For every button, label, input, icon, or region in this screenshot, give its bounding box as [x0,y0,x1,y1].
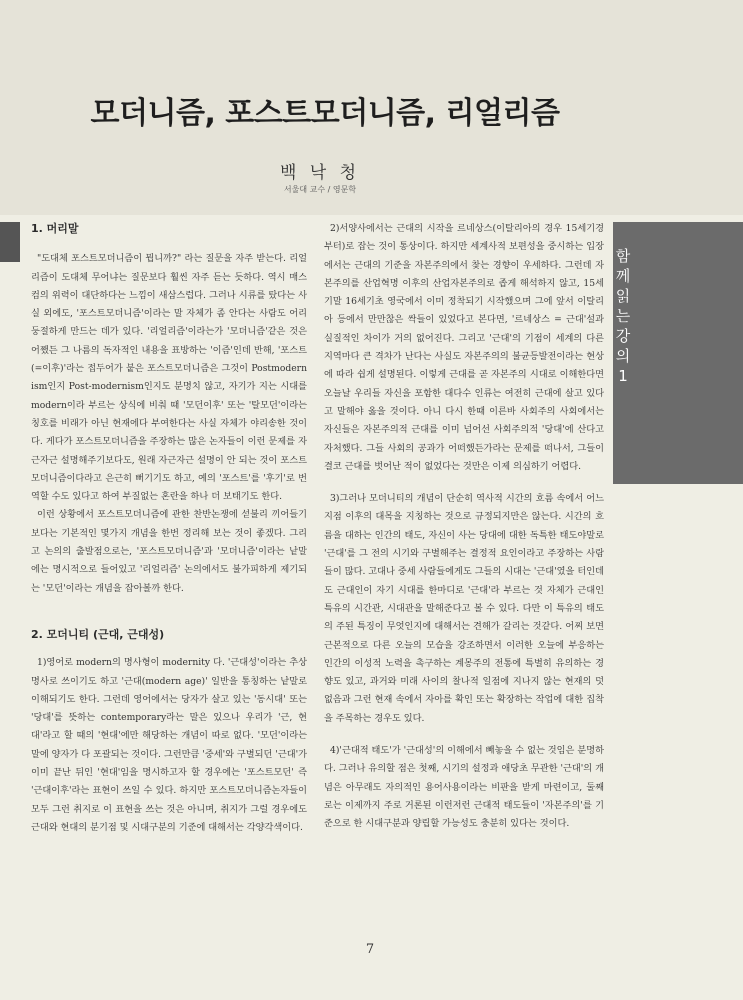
paragraph-modernity-1: 1)영어로 modern의 명사형이 modernity 다. '근대성'이라는 추상명사로 쓰이기도 하고 '근대(modern age)' 일반을 통칭하는 낱말로 이해되기도 한다. 그런데 영어에서는 당자가 살고 있는 '동시대' 또는 '당대'를 뜻하는 contemporary라는 말은 있으나 우리가 '근, 현대'라고 할 때의 '현대'에만 해당하는 개념이 따로 없다. '모던'이라는 말에 양자가 다 포괄되는 것이다. 그런만큼 '중세'와 구별되던 '근대'가 이미 끝난 뒤인 '현대'임을 명시하고자 할 경우에는 '포스트모던' 즉 '근대이후'라는 표현이 쓰일 수 있다. 하지만 포스트모더니즘논자들이 모두 그런 취지로 이 표현을 쓰는 것은 아니며, 취지가 그럴 경우에도 근대와 현대의 분기점 및 시대구분의 기준에 대해서는 각양각색이다. [31,657,308,833]
left-edge-tab [0,222,20,262]
author-name: 백 낙 청 [279,163,361,183]
section-heading-intro: 1. 머리말 [31,222,79,235]
author-affiliation: 서울대 교수 / 영문학 [283,185,357,194]
section-heading-modernity: 2. 모더니티 (근대, 근대성) [31,627,165,641]
right-column [324,220,604,834]
page-number: 7 [365,942,375,957]
paragraph-intro-2: 이런 상황에서 포스트모더니즘에 관한 찬반논쟁에 섣불리 끼어들기 보다는 기본적인 몇가지 개념을 한번 정리해 보는 것이 좋겠다. 그리고 논의의 출발점으로는, '포스트모더니즘'과 '모더니즘'이라는 낱말에는 명시적으로 들어있고 '리얼리즘' 논의에서도 불가피하게 제기되는 '모던'이라는 개념을 잡아볼까 한다. [31,509,307,594]
paragraph-modernity-2: 2)서양사에서는 근대의 시작을 르네상스(이탈리아의 경우 15세기경부터)로 잡는 것이 통상이다. 하지만 세계사적 보편성을 중시하는 입장에서는 근대의 기준을 자본주의에서 찾는 경향이 우세하다. 그런데 자본주의를 산업혁명 이후의 산업자본주의로 좁게 해석하지 않고, 15세기말 16세기초 영국에서 이미 정착되기 시작했으며 그에 앞서 이탈리아 등에서 만만찮은 싹들이 있었다고 본다면, '르네상스 = 근대'설과 실질적인 차이가 거의 없어진다. 그리고 '근대'의 기점이 세계의 다른 지역마다 큰 격차가 난다는 사실도 자본주의의 불균등발전이라는 현상에 따라 쉽게 설명된다. 이렇게 근대를 곧 자본주의 시대로 이해한다면 오늘날 우리들 자신을 포함한 대다수 인류는 여전히 근대에 살고 있다고 말해야 옳을 것이다. 아니 다시 한때 이른바 사회주의 사회에서는 자신들은 자본주의적 근대를 이미 넘어선 사회주의적 '당대'에 산다고 자처했다. 그들 사회의 공과가 어떠했든가라는 문제를 떠나서, 그들이 결코 근대를 벗어난 적이 없었다는 것만은 이제 의심하기 어렵다. [324,223,604,472]
article-title: 모더니즘, 포스트모더니즘, 리얼리즘 [90,96,560,131]
paragraph-modernity-3: 3)그러나 모더니티의 개념이 단순히 역사적 시간의 흐름 속에서 어느 지점 이후의 대목을 지칭하는 것으로 규정되지만은 않는다. 시간의 흐름을 대하는 인간의 태도, 자신이 사는 당대에 대한 독특한 태도야말로 '근대'를 그 전의 시기와 구별해주는 결정적 요인이라고 주장하는 사람들이 많다. 고대나 중세 사람들에게도 그들의 시대는 '근대'였을 터인데도 근대인이 자기 시대를 한마디로 '근대'라 부르는 것 자체가 근대인 특유의 시간관, 시대관을 말해준다고 볼 수 있다. 다만 이 특유의 태도의 주된 특징이 무엇인지에 대해서는 견해가 갈리는 것같다. 어찌 보면 근본적으로 다른 오늘의 모습을 강조하면서 이러한 오늘에 부응하는 인간의 이성적 노력을 촉구하는 계몽주의 전통에 특별히 유의하는 경향도 있고, 과거와 미래 사이의 찰나적 일점에 지나지 않는 현재의 덧없음과 그런 현재 속에서 자아를 확인 또는 확장하는 작업에 대한 집착을 주목하는 경우도 있다. [324,493,604,724]
left-column [31,220,307,837]
paragraph-intro-1: "도대체 포스트모더니즘이 뭡니까?" 라는 질문을 자주 받는다. 리얼리즘이 도대체 무어냐는 질문보다 훨씬 자주 듣는 듯하다. 역시 매스컴의 위력이 대단하다는 느낌이 새삼스럽다. 그러나 시류를 탔다는 사실 외에도, '포스트모더니즘'이라는 말 자체가 좀 안다는 사람도 어리둥절하게 만드는 데가 있다. '리얼리즘'이라는가 '모더니즘'같은 것은 어쨌든 그 나름의 독자적인 내용을 표방하는 '이즘'인데 반해, '포스트(=이후)'라는 접두어가 붙은 포스트모더니즘은 그것이 Postmodern ism인지 Post-modernism인지도 분명치 않고, 자기가 지는 시대를 modern이라 부르는 상식에 비춰 때 '모던이후' 또는 '탈모던'이라는 칭호를 비래가 아닌 현재에다 부여한다는 사실 자체가 야리송한 것이다. 게다가 포스트모더니즘을 주장하는 많은 논자들이 이런 문제를 자근자근 설명해주기보다도, 원래 자근자근 설명이 안 되는 것이 포스트모더니즘이다라고 은근히 뻐기기도 하고, 예의 '포스트'를 '후기'로 번역할 수도 있다고 하여 부질없는 혼란을 하나 더 보태기도 한다. [31,253,307,503]
paragraph-modernity-4: 4)'근대적 태도'가 '근대성'의 이해에서 빼놓을 수 없는 것임은 분명하다. 그러나 유의할 점은 첫째, 시기의 설정과 애당초 무관한 '근대'의 개념은 아무래도 자의적인 용어사용이라는 비판을 받게 마련이고, 둘째로는 이제까지 주로 거론된 이런저런 근대적 태도들이 '자본주의'를 기준으로 한 시대구분과 양립할 가능성도 충분히 있다는 것이다. [324,745,604,830]
series-label: 함께 읽는 강의 1 [615,247,631,385]
